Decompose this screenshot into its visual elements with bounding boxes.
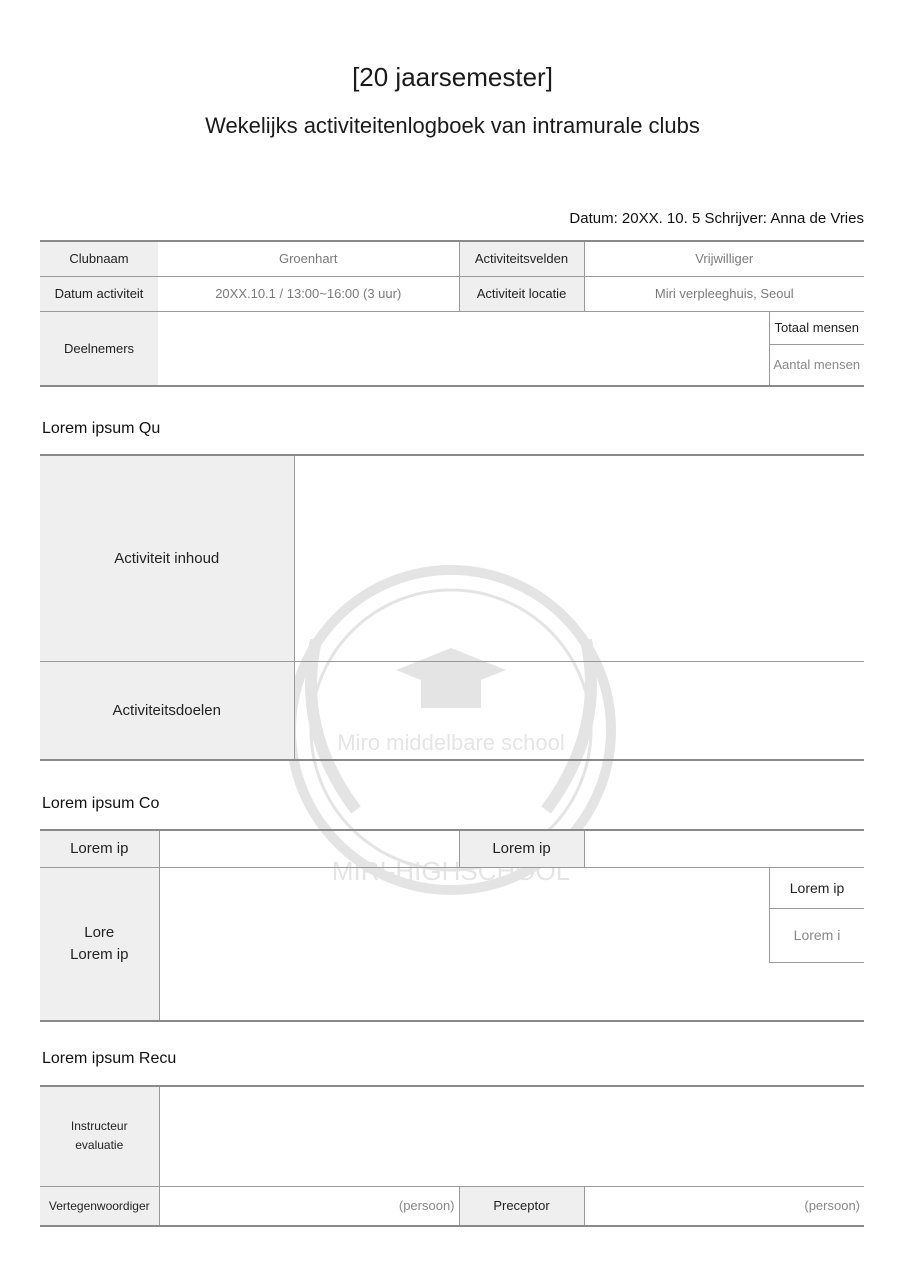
section2-label-a: Lorem ip	[40, 830, 159, 867]
section2-table	[40, 829, 864, 1022]
activity-fields-label: Activiteitsvelden	[459, 241, 584, 276]
page-subtitle: Wekelijks activiteitenlogboek van intramurale clubs	[205, 113, 700, 138]
activity-table	[40, 454, 864, 761]
page-title: [20 jaarsemester]	[352, 62, 553, 92]
activity-goals-field[interactable]	[294, 661, 864, 760]
activity-location-value[interactable]: Miri verpleeghuis, Seoul	[584, 276, 864, 311]
section2-side-value[interactable]: Lorem i	[793, 926, 841, 943]
activity-goals-label: Activiteitsdoelen	[40, 661, 294, 760]
section2-left-label	[40, 867, 159, 1021]
activity-date-label: Datum activiteit	[40, 276, 158, 311]
info-table	[40, 240, 864, 387]
club-name-value[interactable]: Groenhart	[158, 241, 459, 276]
activity-date-value[interactable]: 20XX.10.1 / 13:00~16:00 (3 uur)	[158, 276, 459, 311]
activity-content-label: Activiteit inhoud	[40, 455, 294, 661]
watermark-top-text: Miro middelbare school	[337, 730, 565, 755]
date-author-line: Datum: 20XX. 10. 5 Schrijver: Anna de Vries	[569, 210, 864, 227]
section2-field-b[interactable]	[584, 830, 864, 867]
preceptor-value[interactable]: (persoon)	[584, 1186, 864, 1226]
watermark-bottom-text: MIRI-HIGHSCHOOL	[331, 856, 571, 886]
section2-heading: Lorem ipsum Co	[42, 795, 160, 812]
instructor-eval-label-line2: evaluatie	[75, 1138, 124, 1153]
preceptor-label: Preceptor	[459, 1186, 584, 1226]
instructor-eval-field[interactable]	[159, 1086, 864, 1186]
representative-label: Vertegenwoordiger	[40, 1186, 159, 1226]
club-name-label: Clubnaam	[40, 241, 158, 276]
activity-fields-value[interactable]: Vrijwilliger	[584, 241, 864, 276]
total-people-label: Totaal mensen	[769, 311, 864, 344]
section2-main-field[interactable]	[159, 867, 864, 1021]
instructor-eval-label	[40, 1086, 159, 1186]
section2-left-label-line1: Lore	[84, 923, 115, 941]
total-people-value[interactable]: Aantal mensen	[769, 344, 864, 386]
participants-label: Deelnemers	[40, 311, 158, 386]
participants-field[interactable]	[158, 311, 769, 386]
section2-field-a[interactable]	[159, 830, 459, 867]
section2-left-label-line2: Lorem ip	[70, 945, 129, 963]
section2-side-label: Lorem ip	[770, 868, 864, 909]
section3-heading: Lorem ipsum Recu	[42, 1050, 177, 1067]
section1-heading: Lorem ipsum Qu	[42, 420, 161, 437]
activity-content-field[interactable]	[294, 455, 864, 661]
section2-label-b: Lorem ip	[459, 830, 584, 867]
instructor-eval-label-line1: Instructeur	[70, 1119, 128, 1134]
representative-value[interactable]: (persoon)	[159, 1186, 459, 1226]
activity-location-label: Activiteit locatie	[459, 276, 584, 311]
evaluation-table	[40, 1085, 864, 1227]
